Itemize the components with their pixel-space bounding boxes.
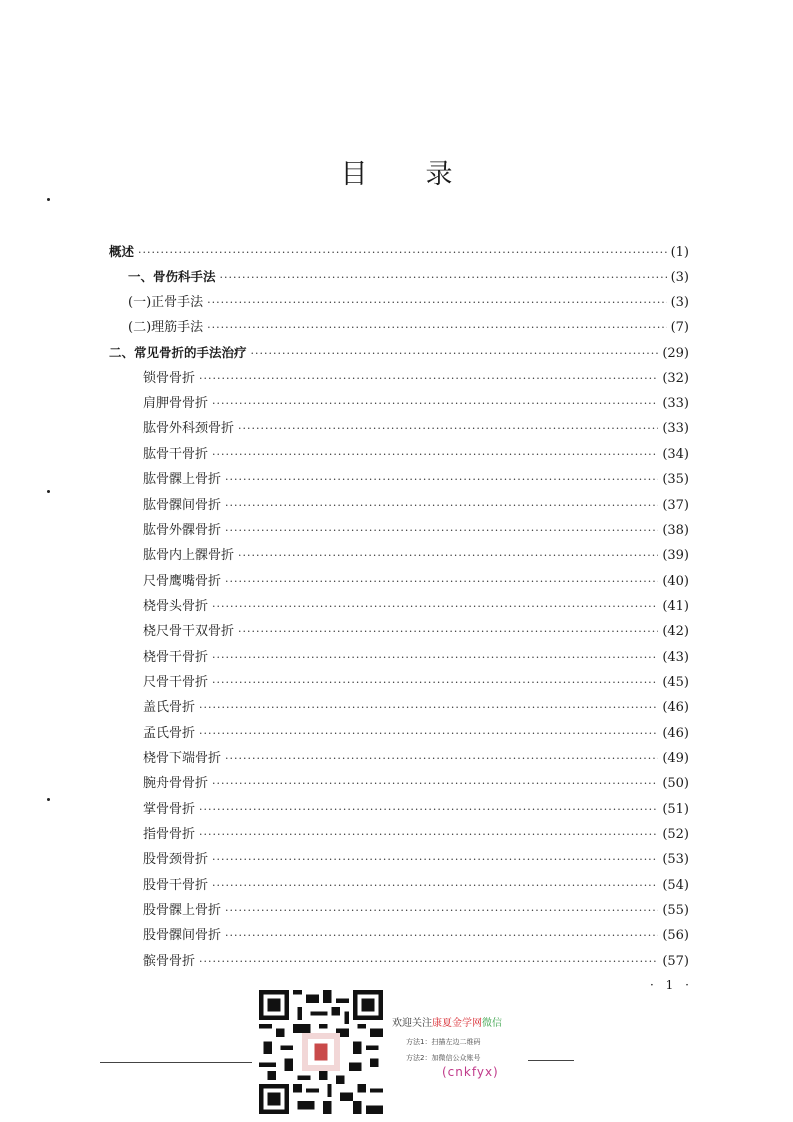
toc-entry-page: (53) — [662, 852, 689, 868]
toc-entry[interactable] — [143, 418, 689, 440]
toc-entry-page: (43) — [662, 649, 689, 665]
toc-entry[interactable] — [143, 571, 689, 593]
toc-entry-page: (3) — [670, 270, 689, 286]
toc-entry-page: (3) — [670, 294, 689, 310]
toc-leader-dots — [220, 267, 667, 289]
toc-leader-dots — [225, 925, 658, 947]
promo-wechat: 微信 — [482, 1018, 502, 1029]
toc-entry-page: (56) — [662, 928, 689, 944]
toc-leader-dots — [199, 824, 658, 846]
toc-entry-page: (54) — [662, 877, 689, 893]
toc-leader-dots — [238, 418, 658, 440]
toc-leader-dots — [238, 545, 658, 567]
scan-speck — [47, 198, 50, 201]
toc-leader-dots — [212, 393, 658, 415]
toc-entry-label: 孟氏骨折 — [143, 725, 196, 741]
toc-entry[interactable] — [143, 773, 689, 795]
toc-entry[interactable] — [143, 621, 689, 643]
toc-entry[interactable] — [128, 266, 689, 288]
toc-entry[interactable] — [143, 647, 689, 669]
toc-leader-dots — [199, 723, 658, 745]
toc-leader-dots — [212, 672, 658, 694]
toc-entry-label: 肱骨髁上骨折 — [143, 472, 222, 488]
toc-leader-dots — [225, 469, 658, 491]
toc-leader-dots — [207, 317, 666, 339]
toc-entry-label: 锁骨骨折 — [143, 370, 196, 386]
promo-method-2: 方法2：加微信公众账号 — [406, 1054, 481, 1062]
toc-leader-dots — [199, 799, 658, 821]
toc-entry-page: (45) — [662, 674, 689, 690]
toc-leader-dots — [199, 951, 658, 973]
toc-leader-dots — [212, 596, 658, 618]
toc-entry[interactable] — [143, 875, 689, 897]
toc-leader-dots — [212, 647, 658, 669]
toc-leader-dots — [225, 571, 658, 593]
divider-line — [100, 1062, 252, 1063]
toc-leader-dots — [238, 621, 658, 643]
toc-leader-dots — [251, 343, 659, 365]
scan-speck — [47, 490, 50, 493]
toc-leader-dots — [225, 495, 658, 517]
toc-entry-page: (52) — [662, 827, 689, 843]
toc-entry[interactable] — [143, 368, 689, 390]
toc-leader-dots — [212, 773, 658, 795]
toc-entry-page: (7) — [670, 320, 689, 336]
toc-entry-label: 桡尺骨干双骨折 — [143, 624, 235, 640]
toc-entry-label: 概述 — [109, 244, 135, 259]
toc-entry-label: 肱骨外科颈骨折 — [143, 421, 235, 437]
toc-entry-label: 指骨骨折 — [143, 827, 196, 843]
toc-leader-dots — [199, 697, 658, 719]
toc-entry[interactable] — [128, 292, 689, 314]
toc-leader-dots — [207, 292, 666, 314]
toc-entry[interactable] — [143, 495, 689, 517]
toc-entry-label: 桡骨下端骨折 — [143, 751, 222, 766]
toc-leader-dots — [199, 368, 658, 390]
toc-entry-label: 髌骨骨折 — [143, 953, 196, 969]
toc-entry[interactable] — [143, 925, 689, 947]
toc-entry-label: 尺骨干骨折 — [143, 674, 209, 690]
toc-entry[interactable] — [143, 849, 689, 871]
promo-account-handle: (cnkfyx) — [442, 1065, 499, 1079]
toc-entry-label: 一、骨伤科手法 — [128, 269, 216, 285]
toc-entry-label: 桡骨头骨折 — [143, 598, 209, 614]
toc-entry[interactable] — [143, 672, 689, 694]
toc-entry-label: 二、常见骨折的手法治疗 — [109, 345, 247, 361]
promo-brand: 康夏金学网 — [432, 1018, 482, 1029]
toc-entry[interactable] — [143, 748, 689, 770]
toc-entry-label: 股骨干骨折 — [143, 877, 209, 893]
toc-entry-page: (55) — [662, 903, 689, 919]
toc-entry-page: (34) — [662, 446, 689, 462]
toc-entry-page: (41) — [662, 598, 689, 614]
wechat-promo — [392, 1014, 562, 1079]
toc-entry-label: 掌骨骨折 — [143, 801, 196, 817]
toc-entry[interactable] — [143, 723, 689, 745]
toc-entry-page: (39) — [662, 548, 689, 564]
toc-entry[interactable] — [143, 697, 689, 719]
toc-entry-label: 肱骨内上髁骨折 — [143, 548, 235, 564]
toc-entry-page: (42) — [662, 624, 689, 640]
toc-entry-label: 肩胛骨骨折 — [143, 396, 209, 412]
toc-leader-dots — [225, 748, 658, 770]
toc-leader-dots — [212, 875, 658, 897]
toc-leader-dots — [225, 520, 658, 542]
toc-entry-page: (35) — [662, 472, 689, 488]
toc-entry[interactable] — [109, 342, 689, 364]
toc-entry-page: (29) — [662, 346, 689, 362]
toc-entry[interactable] — [143, 520, 689, 542]
toc-entry-page: (37) — [662, 497, 689, 513]
toc-entry-label: 肱骨髁间骨折 — [143, 497, 222, 513]
toc-leader-dots — [212, 849, 658, 871]
toc-entry-page: (46) — [662, 700, 689, 716]
toc-leader-dots — [225, 900, 658, 922]
toc-entry-label: (一)正骨手法 — [128, 294, 204, 310]
toc-entry-page: (50) — [662, 776, 689, 792]
promo-method-1: 方法1：扫描左边二维码 — [406, 1038, 481, 1046]
toc-entry[interactable] — [143, 900, 689, 922]
toc-entry[interactable] — [143, 393, 689, 415]
toc-entry[interactable] — [143, 824, 689, 846]
toc-entry-label: 腕舟骨骨折 — [143, 776, 209, 792]
toc-entry-page: (49) — [662, 751, 689, 766]
toc-entry-page: (51) — [662, 801, 689, 817]
toc-entry-page: (32) — [662, 370, 689, 386]
toc-entry[interactable] — [143, 596, 689, 618]
toc-entry-page: (1) — [670, 245, 689, 260]
toc-leader-dots — [212, 444, 658, 466]
toc-entry-label: 桡骨干骨折 — [143, 649, 209, 665]
toc-entry-label: 股骨颈骨折 — [143, 852, 209, 868]
toc-entry-page: (38) — [662, 522, 689, 538]
scan-speck — [47, 798, 50, 801]
toc-entry-label: 尺骨鹰嘴骨折 — [143, 573, 222, 589]
toc-entry-label: 股骨髁间骨折 — [143, 928, 222, 944]
promo-headline — [392, 1014, 562, 1029]
toc-entry[interactable] — [143, 545, 689, 567]
toc-entry[interactable] — [128, 317, 689, 339]
toc-entry-page: (33) — [662, 396, 689, 412]
toc-leader-dots — [138, 242, 667, 264]
toc-entry-label: 肱骨干骨折 — [143, 446, 209, 462]
toc-entry-label: 股骨髁上骨折 — [143, 903, 222, 919]
page-title: 目录 — [340, 159, 511, 190]
toc-entry[interactable] — [143, 444, 689, 466]
toc-entry[interactable] — [109, 241, 689, 263]
toc-entry-label: 盖氏骨折 — [143, 700, 196, 716]
page-folio: · 1 · — [650, 978, 693, 992]
toc-entry[interactable] — [143, 799, 689, 821]
toc-entry-page: (33) — [662, 421, 689, 437]
toc-entry-page: (46) — [662, 725, 689, 741]
toc-entry[interactable] — [143, 951, 689, 973]
toc-entry-label: 肱骨外髁骨折 — [143, 522, 222, 538]
qr-code-icon[interactable] — [259, 990, 383, 1114]
toc-entry-label: (二)理筋手法 — [128, 320, 204, 336]
promo-welcome: 欢迎关注 — [392, 1018, 432, 1029]
toc-entry[interactable] — [143, 469, 689, 491]
toc-entry-page: (40) — [662, 573, 689, 589]
toc-entry-page: (57) — [662, 953, 689, 969]
